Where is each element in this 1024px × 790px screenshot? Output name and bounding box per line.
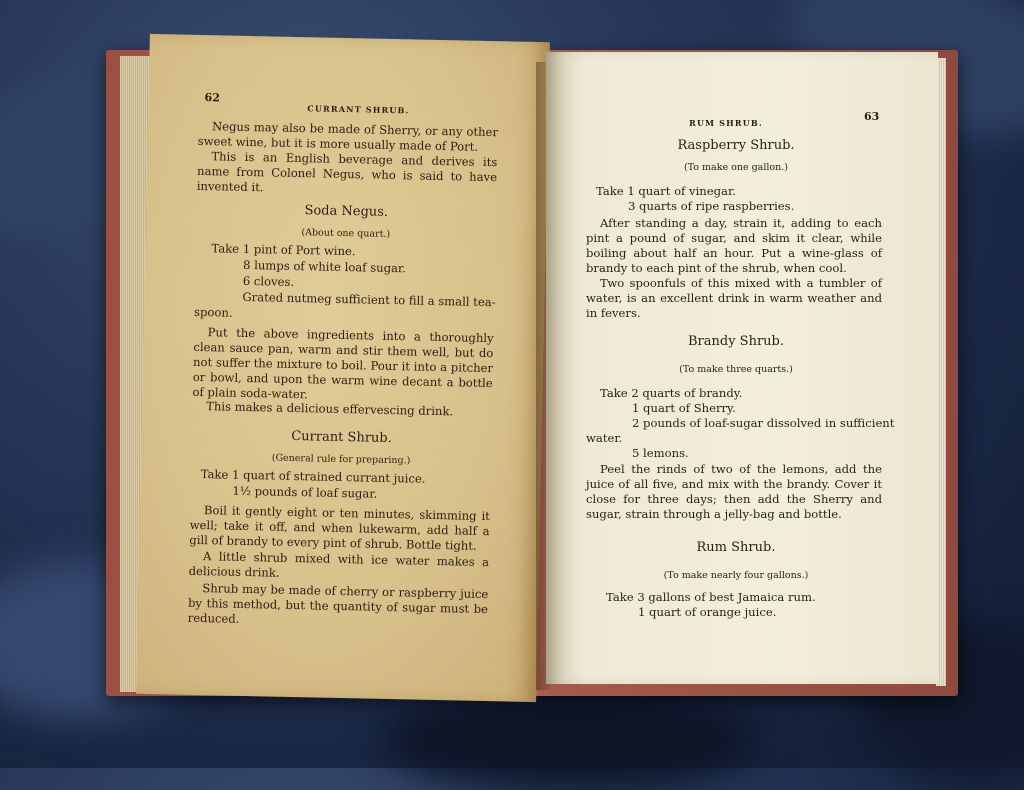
rum-item-2: 1 quart of orange juice. bbox=[638, 605, 777, 619]
rum-shrub-title: Rum Shrub. bbox=[696, 540, 776, 555]
intro-paragraph: Negus may also be made of Sherry, or any other sweet wine, but it is more usually made of Port. bbox=[197, 119, 499, 154]
currant-item-1: Take 1 quart of strained currant juice. bbox=[200, 467, 426, 486]
soda-item-2: 8 lumps of white loaf sugar. bbox=[242, 257, 407, 276]
currant-item-2: 1½ pounds of loaf sugar. bbox=[232, 483, 378, 501]
currant-method: Boil it gently eight or ten minutes, skimming it well; take it off, and when lukewarm, add half a gill of brandy to every pint of shrub. Bottle tight. bbox=[189, 503, 491, 553]
right-page bbox=[546, 52, 938, 684]
page-number-left: 62 bbox=[204, 91, 221, 105]
rum-shrub-note: (To make nearly four gallons.) bbox=[663, 570, 809, 581]
currant-tip: A little shrub mixed with ice water makes a delicious drink. bbox=[188, 549, 490, 580]
intro-paragraph-2: This is an English beverage and derives its name from Colonel Negus, who is said to have invented it. bbox=[196, 149, 498, 195]
soda-end: This makes a delicious effervescing drink. bbox=[206, 399, 454, 419]
raspberry-shrub-note: (To make one gallon.) bbox=[684, 162, 788, 173]
brandy-shrub-title: Brandy Shrub. bbox=[687, 334, 784, 349]
soda-negus-title: Soda Negus. bbox=[304, 203, 389, 220]
brandy-item-3: 2 pounds of loaf-sugar dissolved in sufficient bbox=[632, 416, 895, 430]
brandy-item-2: 1 quart of Sherry. bbox=[632, 401, 736, 415]
brandy-shrub-note: (To make three quarts.) bbox=[679, 364, 793, 375]
soda-negus-note: (About one quart.) bbox=[301, 227, 391, 240]
soda-item-1: Take 1 pint of Port wine. bbox=[211, 241, 356, 259]
currant-shrub-title: Currant Shrub. bbox=[291, 428, 392, 447]
raspberry-shrub-title: Raspberry Shrub. bbox=[677, 138, 795, 153]
rasp-tip: Two spoonfuls of this mixed with a tumbler of water, is an excellent drink in warm weather and in fevers. bbox=[586, 276, 882, 320]
soda-item-4-cont: spoon. bbox=[193, 304, 233, 320]
currant-shrub-note: (General rule for preparing.) bbox=[271, 452, 411, 467]
brandy-item-1: Take 2 quarts of brandy. bbox=[600, 386, 743, 400]
brandy-method: Peel the rinds of two of the lemons, add the juice of all five, and mix with the brandy. Cover it close for three days; then add the Sherry and sugar, strain through a jelly-bag and bottle. bbox=[586, 462, 882, 521]
brandy-item-3-cont: water. bbox=[586, 431, 623, 445]
running-head-left: CURRANT SHRUB. bbox=[307, 103, 410, 116]
currant-end: Shrub may be made of cherry or raspberry juice by this method, but the quantity of sugar must be reduced. bbox=[187, 581, 489, 626]
left-page bbox=[136, 34, 550, 702]
soda-method: Put the above ingredients into a thoroughly clean sauce pan, warm and stir them well, but do not suffer the mixture to boil. Pour it into a pitcher or bowl, and upon the warm wine decant a bottle of plain soda-water. bbox=[192, 325, 494, 402]
brandy-item-4: 5 lemons. bbox=[632, 446, 689, 460]
rum-item-1: Take 3 gallons of best Jamaica rum. bbox=[606, 590, 816, 604]
running-head-right: RUM SHRUB. bbox=[689, 118, 763, 128]
rasp-item-1: Take 1 quart of vinegar. bbox=[596, 184, 736, 198]
rasp-item-2: 3 quarts of ripe raspberries. bbox=[628, 199, 795, 213]
soda-item-4: Grated nutmeg sufficient to fill a small tea- bbox=[242, 289, 496, 310]
rasp-method: After standing a day, strain it, adding to each pint a pound of sugar, and skim it clear, while boiling about half an hour. Put a wine-glass of brandy to each pint of the shrub, when cool. bbox=[586, 216, 882, 275]
page-number-right: 63 bbox=[864, 110, 880, 123]
soda-item-3: 6 cloves. bbox=[242, 273, 295, 289]
